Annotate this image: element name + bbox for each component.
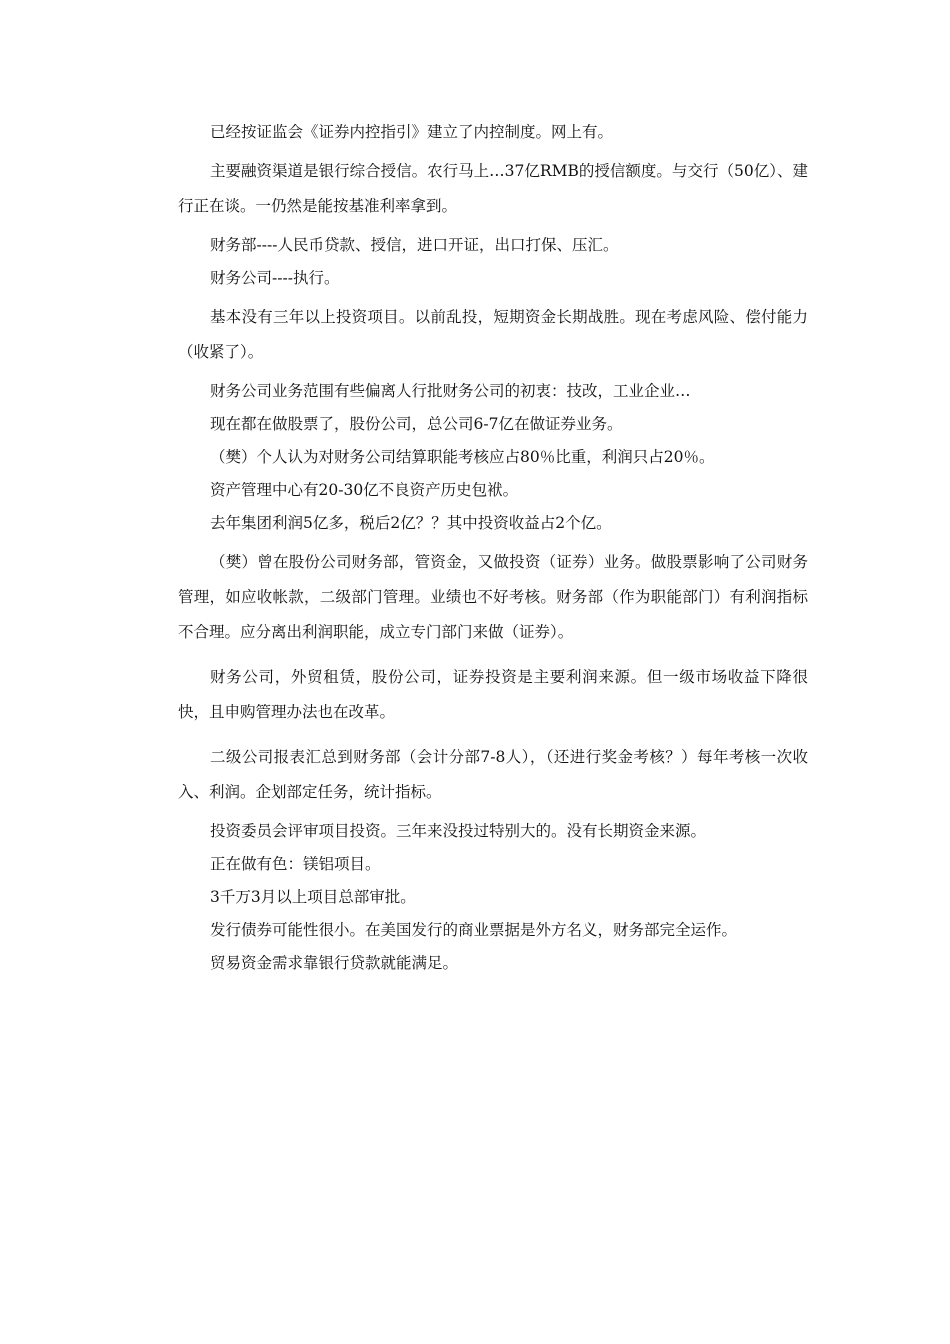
paragraph: 去年集团利润5亿多，税后2亿？？其中投资收益占2个亿。 [210,514,612,532]
paragraph: 财务公司，外贸租赁，股份公司，证券投资是主要利润来源。但一级市场收益下降很快，且申购管理办法也在改革。 [178,668,808,721]
paragraph: 发行债券可能性很小。在美国发行的商业票据是外方名义，财务部完全运作。 [210,921,738,939]
document-body [178,121,808,985]
paragraph: 基本没有三年以上投资项目。以前乱投，短期资金长期战胜。现在考虑风险、偿付能力（收紧了）。 [178,308,808,361]
paragraph: 资产管理中心有20-30亿不良资产历史包袱。 [210,481,519,499]
paragraph: （樊）曾在股份公司财务部，管资金，又做投资（证券）业务。做股票影响了公司财务管理，如应收帐款，二级部门管理。业绩也不好考核。财务部（作为职能部门）有利润指标不合理。应分离出利润职能，成立专门部门来做（证券）。 [178,553,808,641]
paragraph: 3千万3月以上项目总部审批。 [210,888,416,906]
paragraph: （樊）个人认为对财务公司结算职能考核应占80％比重，利润只占20％。 [210,448,715,466]
paragraph: 主要融资渠道是银行综合授信。农行马上…37亿RMB的授信额度。与交行（50亿）、建行正在谈。一仍然是能按基准利率拿到。 [178,162,808,215]
paragraph: 已经按证监会《证券内控指引》建立了内控制度。网上有。 [210,123,614,141]
paragraph: 二级公司报表汇总到财务部（会计分部7-8人），（还进行奖金考核？）每年考核一次收入、利润。企划部定任务，统计指标。 [178,748,808,801]
paragraph: 贸易资金需求靠银行贷款就能满足。 [210,954,459,972]
paragraph: 投资委员会评审项目投资。三年来没投过特别大的。没有长期资金来源。 [210,822,707,840]
paragraph: 财务公司业务范围有些偏离人行批财务公司的初衷：技改，工业企业… [210,382,691,400]
paragraph: 财务公司----执行。 [210,269,340,287]
paragraph: 正在做有色：镁铝项目。 [210,855,381,873]
paragraph: 财务部----人民币贷款、授信，进口开证，出口打保、压汇。 [210,236,619,254]
paragraph: 现在都在做股票了，股份公司，总公司6-7亿在做证券业务。 [210,415,623,433]
